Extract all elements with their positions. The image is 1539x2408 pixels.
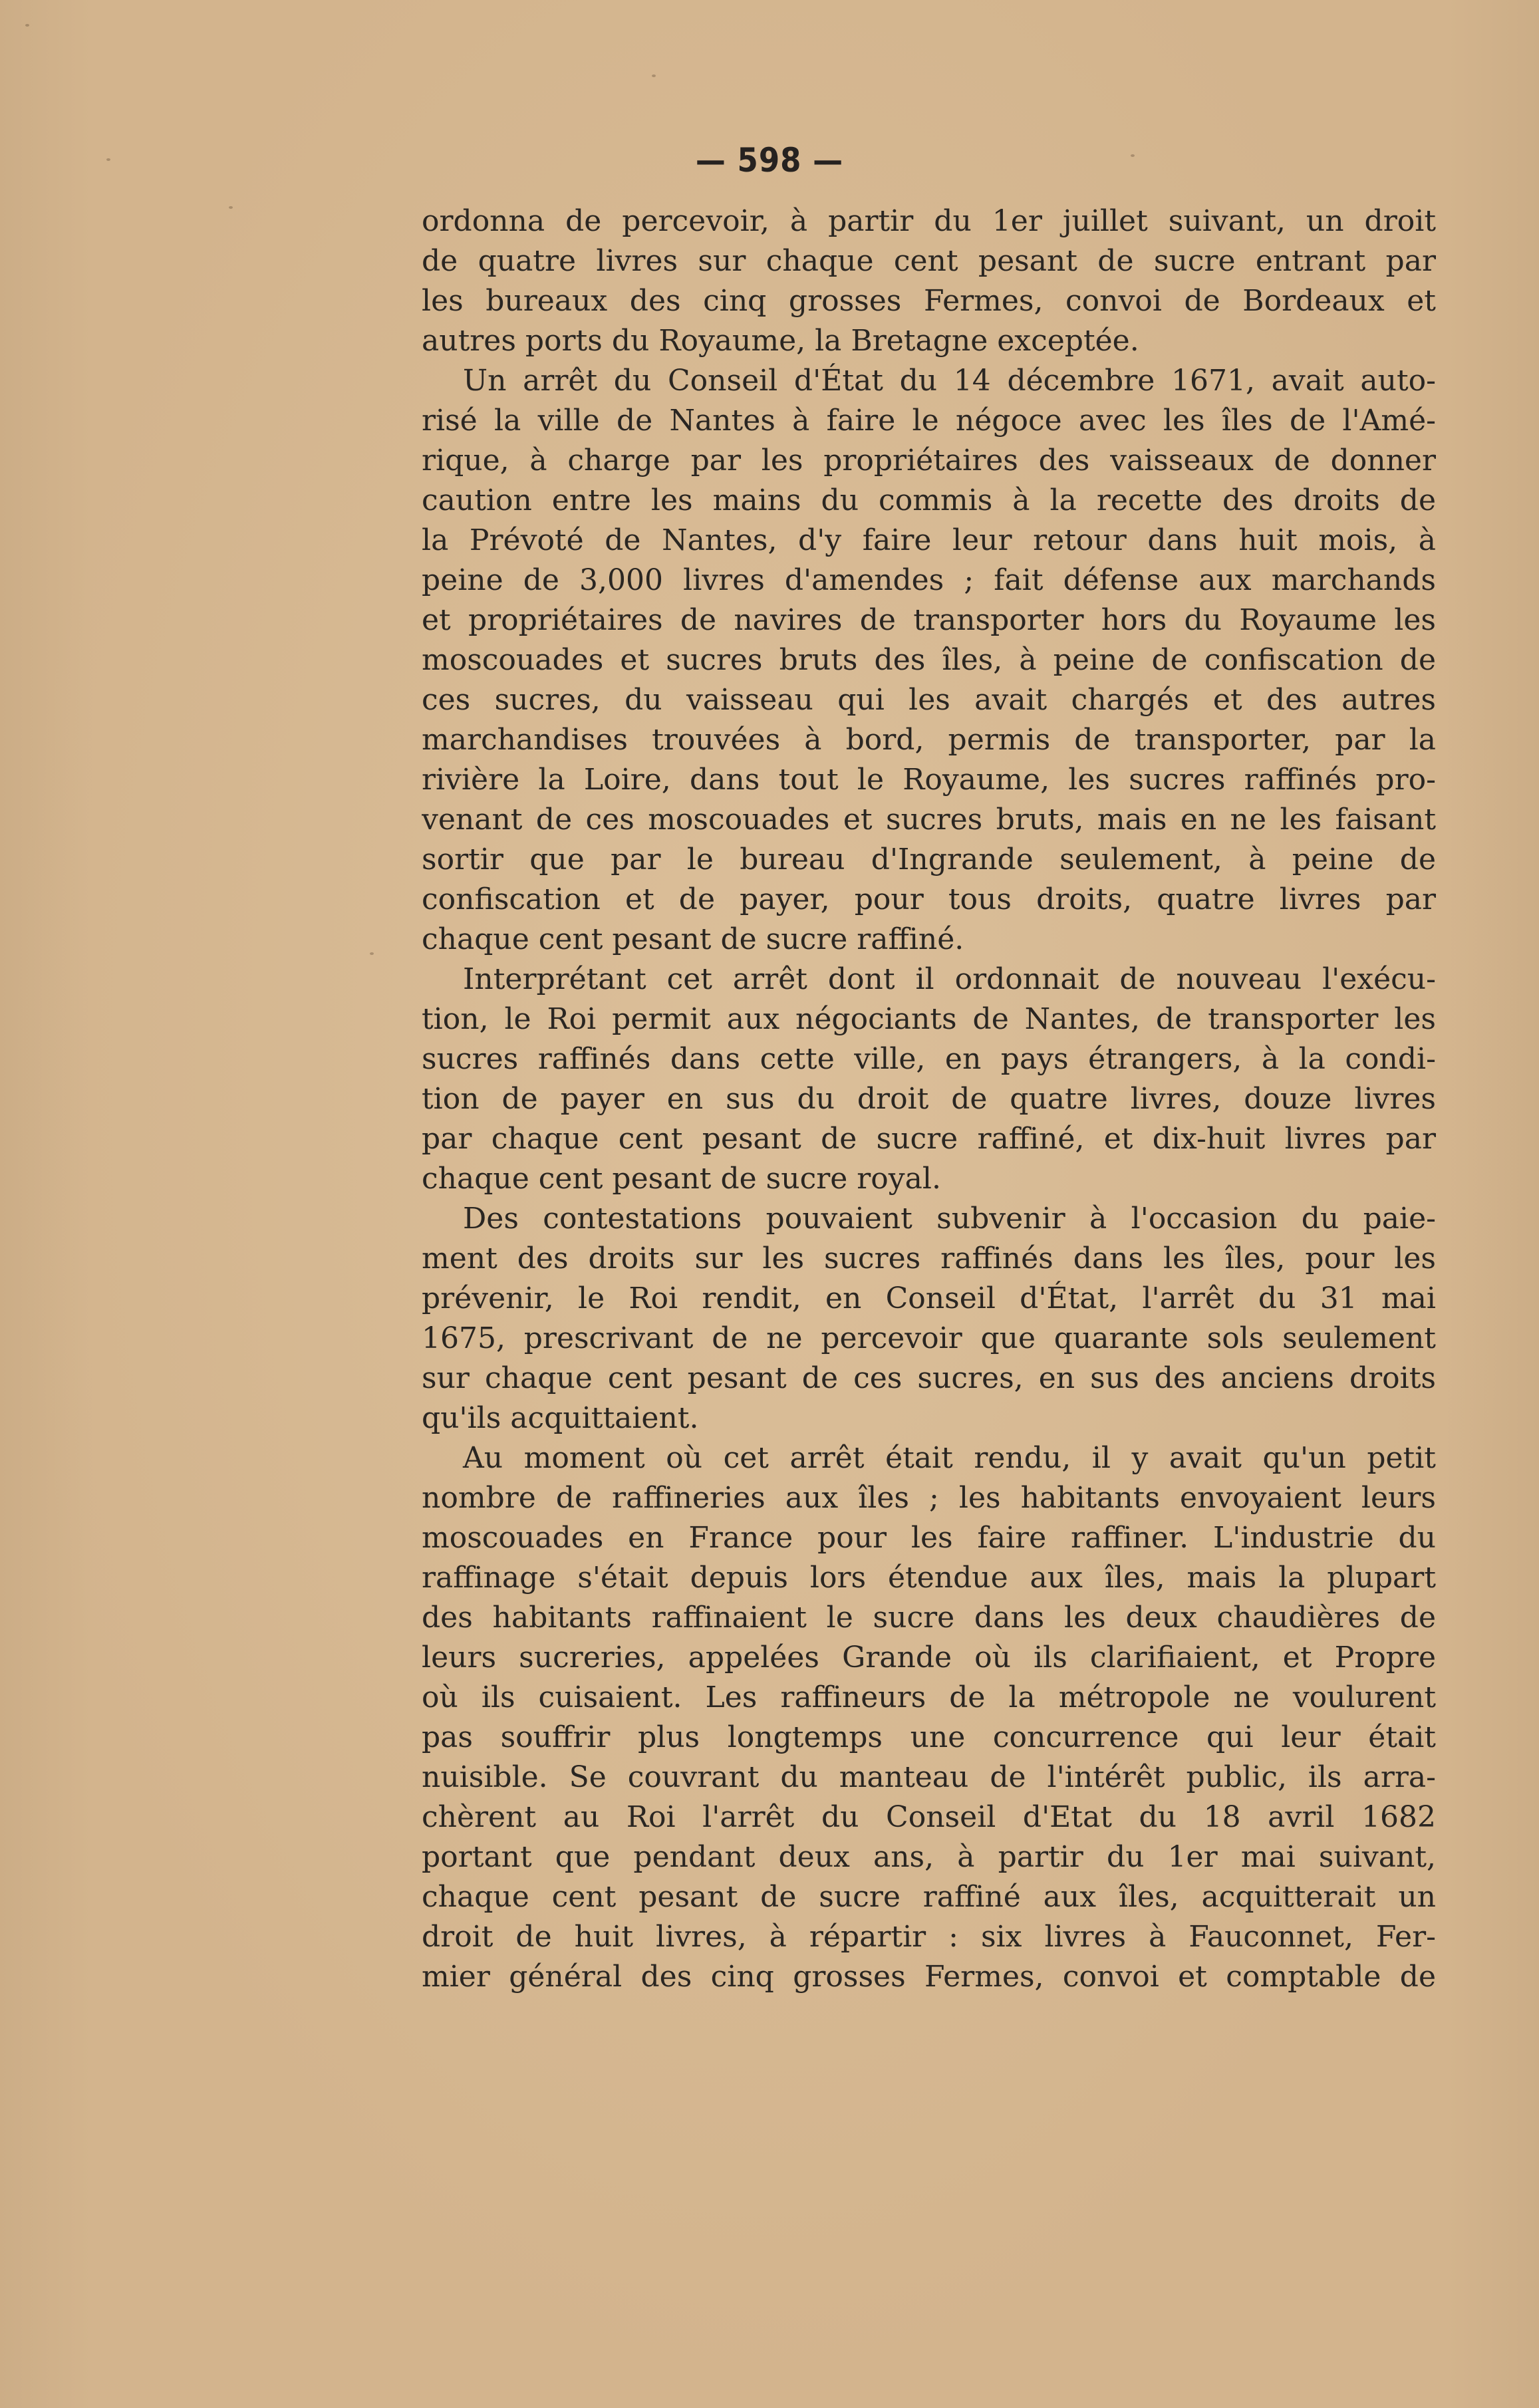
page-number: — 598 — xyxy=(695,141,844,180)
text-line: des habitants raffinaient le sucre dans les deux chaudières de xyxy=(422,1601,1436,1635)
text-line: la Prévoté de Nantes, d'y faire leur retour dans huit mois, à xyxy=(422,523,1436,557)
text-line: portant que pendant deux ans, à partir du 1er mai suivant, xyxy=(422,1840,1436,1874)
text-line: caution entre les mains du commis à la recette des droits de xyxy=(422,483,1436,517)
text-line: où ils cuisaient. Les raffineurs de la métropole ne voulurent xyxy=(422,1680,1436,1714)
text-line: sur chaque cent pesant de ces sucres, en sus des anciens droits xyxy=(422,1361,1436,1395)
paper-speck xyxy=(370,952,374,955)
text-line: chaque cent pesant de sucre royal. xyxy=(422,1162,941,1196)
text-line: ordonna de percevoir, à partir du 1er juillet suivant, un droit xyxy=(422,204,1436,238)
text-line: nuisible. Se couvrant du manteau de l'intérêt public, ils arra- xyxy=(422,1760,1436,1794)
text-line: pas souffrir plus longtemps une concurrence qui leur était xyxy=(422,1720,1436,1754)
text-line: marchandises trouvées à bord, permis de transporter, par la xyxy=(422,723,1436,757)
text-line: Au moment où cet arrêt était rendu, il y avait qu'un petit xyxy=(463,1441,1436,1475)
text-line: droit de huit livres, à répartir : six livres à Fauconnet, Fer- xyxy=(422,1920,1436,1954)
text-line: prévenir, le Roi rendit, en Conseil d'État, l'arrêt du 31 mai xyxy=(422,1281,1436,1315)
text-line: moscouades et sucres bruts des îles, à peine de confiscation de xyxy=(422,643,1436,677)
text-line: chaque cent pesant de sucre raffiné aux îles, acquitterait un xyxy=(422,1880,1436,1914)
text-line: sortir que par le bureau d'Ingrande seulement, à peine de xyxy=(422,843,1436,876)
paper-speck xyxy=(106,158,110,161)
text-line: ment des droits sur les sucres raffinés dans les îles, pour les xyxy=(422,1242,1436,1275)
text-line: sucres raffinés dans cette ville, en pays étrangers, à la condi- xyxy=(422,1042,1436,1076)
text-line: nombre de raffineries aux îles ; les habitants envoyaient leurs xyxy=(422,1481,1436,1515)
text-line: rivière la Loire, dans tout le Royaume, les sucres raffinés pro- xyxy=(422,763,1436,797)
text-line: venant de ces moscouades et sucres bruts, mais en ne les faisant xyxy=(422,803,1436,837)
text-line: de quatre livres sur chaque cent pesant de sucre entrant par xyxy=(422,244,1436,278)
text-line: Interprétant cet arrêt dont il ordonnait de nouveau l'exécu- xyxy=(463,962,1436,996)
text-line: mier général des cinq grosses Fermes, convoi et comptable de xyxy=(422,1960,1436,1994)
text-line: par chaque cent pesant de sucre raffiné, et dix-huit livres par xyxy=(422,1122,1436,1156)
text-line: qu'ils acquittaient. xyxy=(422,1401,699,1435)
text-line: tion, le Roi permit aux négociants de Nantes, de transporter les xyxy=(422,1002,1436,1036)
text-line: autres ports du Royaume, la Bretagne exceptée. xyxy=(422,324,1139,358)
text-line: tion de payer en sus du droit de quatre livres, douze livres xyxy=(422,1082,1436,1116)
text-line: chaque cent pesant de sucre raffiné. xyxy=(422,922,964,956)
paper-speck xyxy=(229,206,233,209)
text-line: chèrent au Roi l'arrêt du Conseil d'Etat du 18 avril 1682 xyxy=(422,1800,1436,1834)
text-line: risé la ville de Nantes à faire le négoce avec les îles de l'Amé- xyxy=(422,404,1436,438)
text-line: ces sucres, du vaisseau qui les avait chargés et des autres xyxy=(422,683,1436,717)
paper-speck xyxy=(25,24,29,27)
text-line: Des contestations pouvaient subvenir à l'occasion du paie- xyxy=(463,1202,1436,1236)
paper-speck xyxy=(1131,154,1135,157)
text-line: rique, à charge par les propriétaires des vaisseaux de donner xyxy=(422,444,1436,477)
body-text xyxy=(422,201,1436,1997)
text-line: confiscation et de payer, pour tous droits, quatre livres par xyxy=(422,882,1436,916)
text-line: les bureaux des cinq grosses Fermes, convoi de Bordeaux et xyxy=(422,284,1436,318)
text-line: peine de 3,000 livres d'amendes ; fait défense aux marchands xyxy=(422,563,1436,597)
text-line: et propriétaires de navires de transporter hors du Royaume les xyxy=(422,603,1436,637)
text-line: moscouades en France pour les faire raffiner. L'industrie du xyxy=(422,1521,1436,1555)
text-line: raffinage s'était depuis lors étendue aux îles, mais la plupart xyxy=(422,1561,1436,1595)
paper-speck xyxy=(652,74,656,77)
text-line: leurs sucreries, appelées Grande où ils clarifiaient, et Propre xyxy=(422,1641,1436,1674)
text-line: Un arrêt du Conseil d'État du 14 décembre 1671, avait auto- xyxy=(463,364,1436,398)
text-line: 1675, prescrivant de ne percevoir que quarante sols seulement xyxy=(422,1321,1436,1355)
